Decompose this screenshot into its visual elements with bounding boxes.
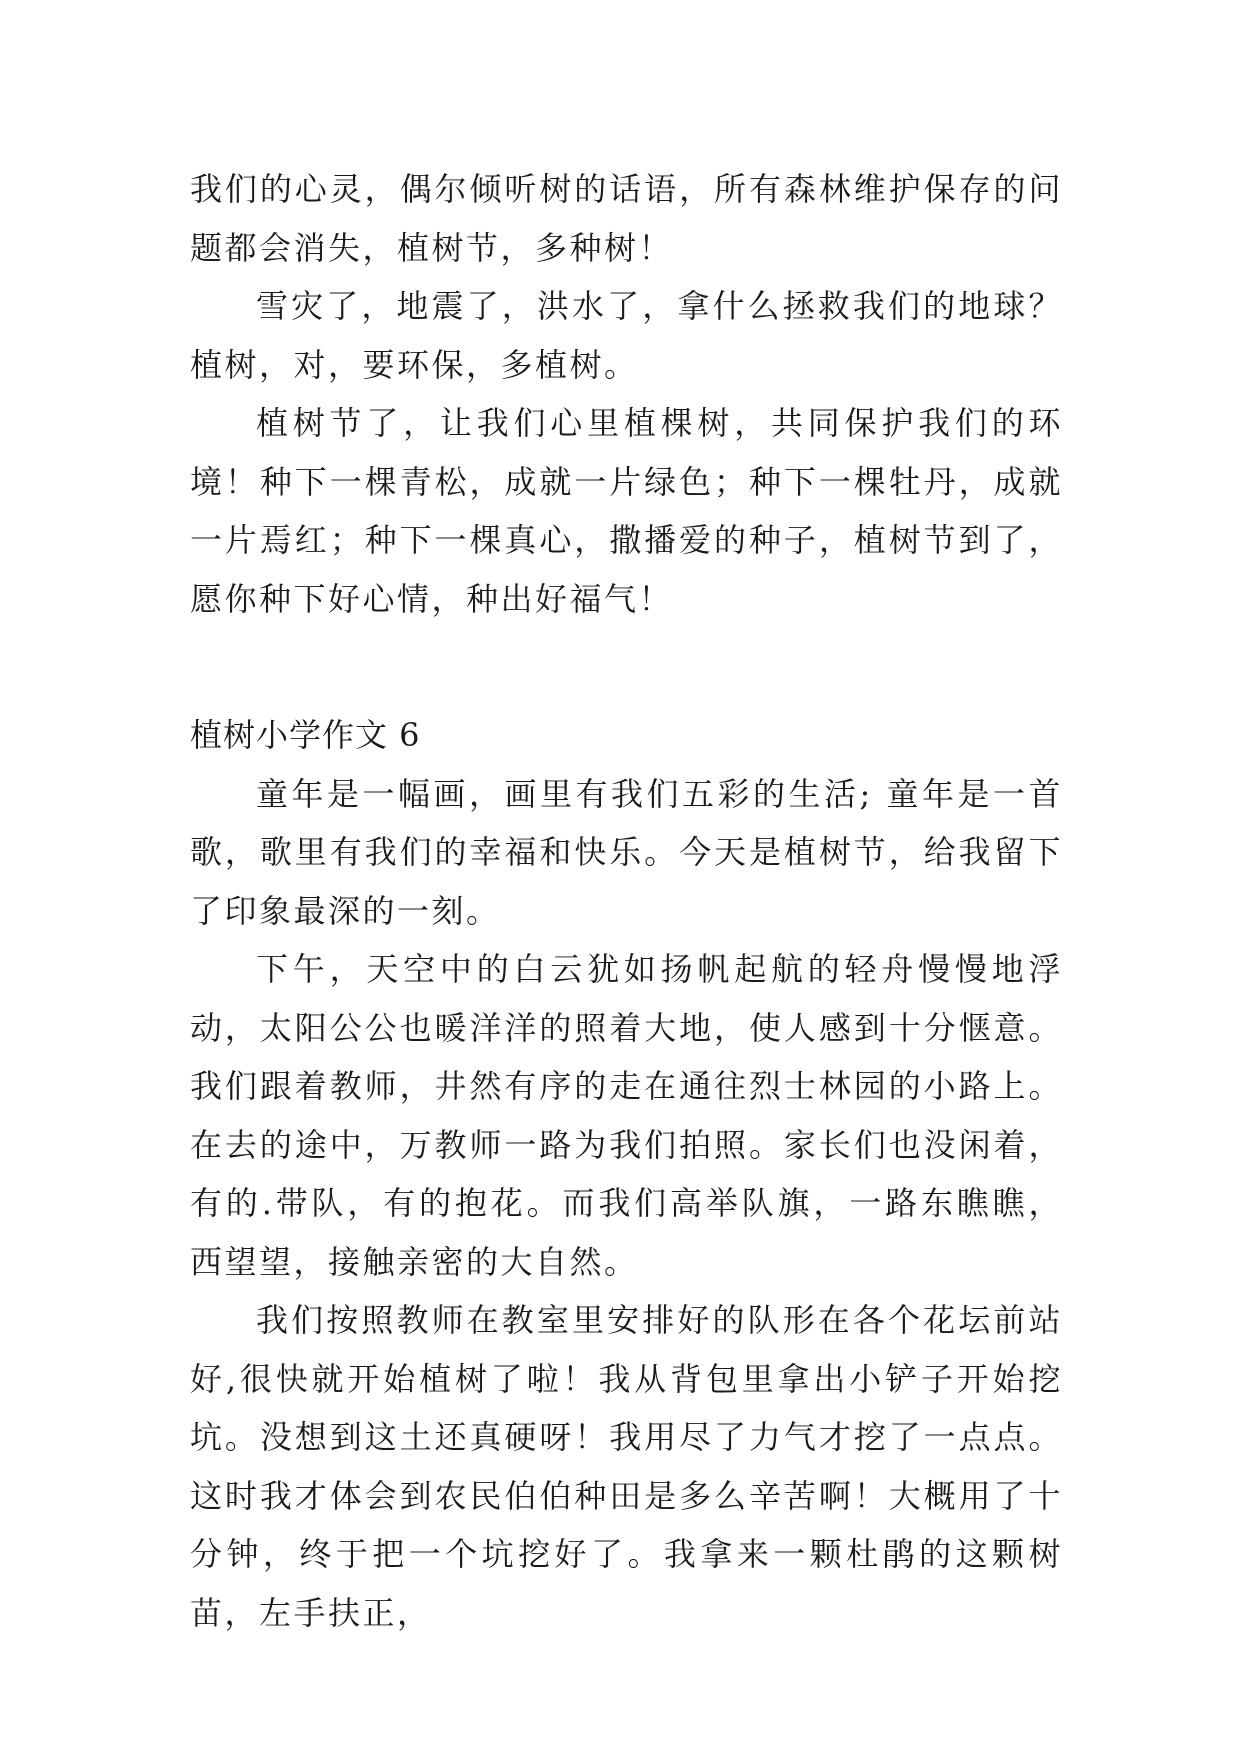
- paragraph: 雪灾了，地震了，洪水了，拿什么拯救我们的地球？植树，对，要环保，多植树。: [190, 287, 1063, 384]
- paragraph: 童年是一幅画，画里有我们五彩的生活; 童年是一首歌，歌里有我们的幸福和快乐。今天是植树节，给我留下了印象最深的一刻。: [190, 774, 1063, 930]
- paragraph: 下午，天空中的白云犹如扬帆起航的轻舟慢慢地浮动，太阳公公也暖洋洋的照着大地，使人感到十分惬意。我们跟着教师，井然有序的走在通往烈士林园的小路上。在去的途中，万教师一路为我们拍照。家长们也没闲着，有的.带队，有的抱花。而我们高举队旗，一路东瞧瞧，西望望，接触亲密的大自然。: [190, 950, 1063, 1281]
- paragraph-continued: 我们的心灵，偶尔倾听树的话语，所有森林维护保存的问题都会消失，植树节，多种树！: [190, 170, 1063, 267]
- section-title: 植树小学作文 6: [190, 716, 421, 754]
- paragraph: 我们按照教师在教室里安排好的队形在各个花坛前站好,很快就开始植树了啦！我从背包里拿出小铲子开始挖坑。没想到这土还真硬呀！我用尽了力气才挖了一点点。这时我才体会到农民伯伯种田是多么辛苦啊！大概用了十分钟，终于把一个坑挖好了。我拿来一颗杜鹃的这颗树苗，左手扶正，: [190, 1301, 1063, 1632]
- document-body: [190, 160, 1063, 1642]
- paragraph: 植树节了，让我们心里植棵树，共同保护我们的环境！种下一棵青松，成就一片绿色；种下一棵牡丹，成就一片焉红；种下一棵真心，撒播爱的种子，植树节到了，愿你种下好心情，种出好福气！: [190, 404, 1063, 618]
